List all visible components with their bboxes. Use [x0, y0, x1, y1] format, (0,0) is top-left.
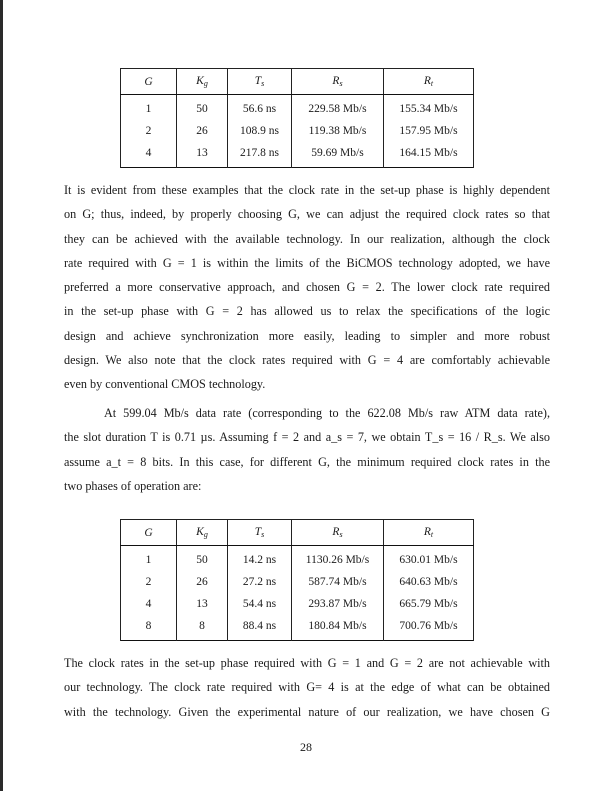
- cell-rt: 155.34 Mb/s: [384, 95, 474, 121]
- header-rs: $R_s$: [292, 520, 384, 546]
- header-rt: $R_t$: [384, 69, 474, 95]
- header-ts: $T_s$: [228, 69, 292, 95]
- cell-rt: 164.15 Mb/s: [384, 142, 474, 168]
- text-line: on G; thus, indeed, by properly choosing G, we can adjust the required clock rates so that: [64, 207, 550, 222]
- text-line: they can be achieved with the available technology. In our realization, although the clock: [64, 231, 550, 246]
- header-rt: $R_t$: [384, 520, 474, 546]
- cell-ts: 108.9 ns: [228, 120, 292, 142]
- paragraph-atm-data-rate: [64, 401, 550, 498]
- text-line: At 599.04 Mb/s data rate (corresponding to the 622.08 Mb/s raw ATM data rate),: [104, 406, 550, 420]
- cell-ts: 54.4 ns: [228, 593, 292, 615]
- text-line: design. We also note that the clock rates required with G = 4 are comfortably achievable: [64, 353, 550, 368]
- text-line: in the set-up phase with G = 2 has allowed us to relax the specifications of the logic: [64, 304, 550, 319]
- cell-kg: 26: [177, 571, 228, 593]
- table-row: [121, 593, 474, 615]
- cell-g: 8: [121, 615, 177, 641]
- cell-rs: 587.74 Mb/s: [292, 571, 384, 593]
- cell-rt: 630.01 Mb/s: [384, 546, 474, 572]
- cell-rs: 293.87 Mb/s: [292, 593, 384, 615]
- header-kg: $K_g$: [177, 69, 228, 95]
- text-line: our technology. The clock rate required with G= 4 is at the edge of what can be obtained: [64, 680, 550, 695]
- text-line: assume a_t = 8 bits. In this case, for different G, the minimum required clock rates in the: [64, 454, 550, 469]
- cell-ts: 14.2 ns: [228, 546, 292, 572]
- text-line: It is evident from these examples that the clock rate in the set-up phase is highly dependent: [64, 183, 550, 197]
- header-rs: $R_s$: [292, 69, 384, 95]
- table-row: [121, 615, 474, 641]
- text-line: The clock rates in the set-up phase required with G = 1 and G = 2 are not achievable with: [64, 656, 550, 670]
- cell-kg: 50: [177, 546, 228, 572]
- cell-kg: 26: [177, 120, 228, 142]
- text-line: with the technology. Given the experimental nature of our realization, we have chosen G: [64, 704, 550, 719]
- cell-rt: 157.95 Mb/s: [384, 120, 474, 142]
- header-g: G: [121, 520, 177, 546]
- cell-ts: 56.6 ns: [228, 95, 292, 121]
- cell-rt: 640.63 Mb/s: [384, 571, 474, 593]
- text-line: rate required with G = 1 is within the limits of the BiCMOS technology adopted, we have: [64, 255, 550, 270]
- text-line: preferred a more conservative approach, and chosen G = 2. The lower clock rate required: [64, 280, 550, 295]
- cell-rs: 59.69 Mb/s: [292, 142, 384, 168]
- cell-kg: 13: [177, 142, 228, 168]
- table-row: [121, 546, 474, 572]
- cell-rs: 119.38 Mb/s: [292, 120, 384, 142]
- cell-ts: 88.4 ns: [228, 615, 292, 641]
- cell-rt: 665.79 Mb/s: [384, 593, 474, 615]
- cell-g: 4: [121, 142, 177, 168]
- cell-kg: 8: [177, 615, 228, 641]
- cell-rs: 1130.26 Mb/s: [292, 546, 384, 572]
- header-ts: $T_s$: [228, 520, 292, 546]
- cell-g: 2: [121, 120, 177, 142]
- scan-left-edge: [0, 0, 3, 791]
- cell-kg: 13: [177, 593, 228, 615]
- clock-rate-table-2: [120, 519, 474, 641]
- cell-ts: 27.2 ns: [228, 571, 292, 593]
- cell-rs: 229.58 Mb/s: [292, 95, 384, 121]
- cell-g: 1: [121, 546, 177, 572]
- cell-rs: 180.84 Mb/s: [292, 615, 384, 641]
- cell-g: 2: [121, 571, 177, 593]
- paragraph-clock-rate-dependence: [64, 178, 550, 397]
- table-row: [121, 571, 474, 593]
- header-kg: $K_g$: [177, 520, 228, 546]
- clock-rate-table-1: [120, 68, 474, 168]
- table-row: [121, 142, 474, 168]
- cell-kg: 50: [177, 95, 228, 121]
- table-header-row: [121, 520, 474, 546]
- cell-g: 1: [121, 95, 177, 121]
- cell-rt: 700.76 Mb/s: [384, 615, 474, 641]
- cell-g: 4: [121, 593, 177, 615]
- table-row: [121, 120, 474, 142]
- text-line: two phases of operation are:: [64, 478, 202, 493]
- page-number: 28: [300, 740, 312, 754]
- text-line: the slot duration T is 0.71 µs. Assuming f = 2 and a_s = 7, we obtain T_s = 16 / R_s. We also: [64, 430, 550, 445]
- cell-ts: 217.8 ns: [228, 142, 292, 168]
- table-row: [121, 95, 474, 121]
- text-line: design and achieve synchronization more easily, leading to simpler and more robust: [64, 328, 550, 343]
- table-header-row: [121, 69, 474, 95]
- header-g: G: [121, 69, 177, 95]
- text-line: even by conventional CMOS technology.: [64, 377, 266, 392]
- paragraph-achievable-clock-rates: [64, 651, 550, 724]
